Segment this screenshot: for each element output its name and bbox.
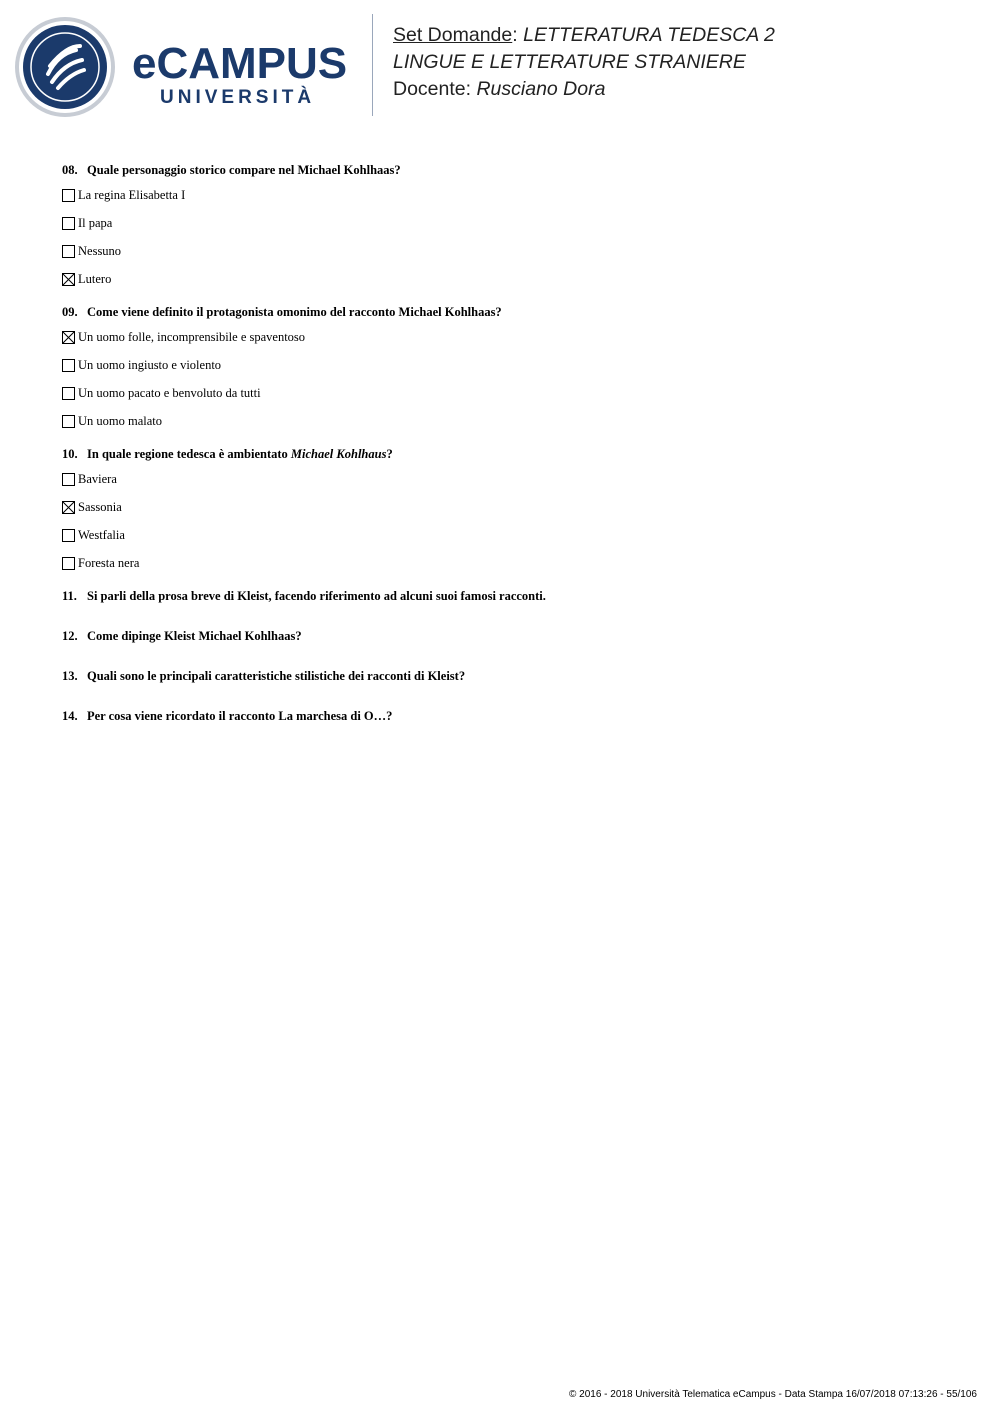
question-number: 13. [62,669,78,683]
cross-mark-icon [63,274,74,285]
answer-label: La regina Elisabetta I [78,188,186,202]
answer-option[interactable] [62,386,962,401]
answer-options [62,188,962,287]
answer-label: Nessuno [78,244,122,258]
answer-label: Westfalia [78,528,125,542]
course-title-line [393,22,775,49]
question-label: Come dipinge Kleist Michael Kohlhaas? [87,629,302,643]
set-separator: : [512,24,524,46]
question-number: 08. [62,163,78,177]
answer-label: Un uomo folle, incomprensibile e spaventoso [78,330,306,344]
question-italic-title: Michael Kohlhaus [290,447,387,461]
degree-line [393,49,775,76]
answer-option[interactable] [62,272,962,287]
answer-options [62,472,962,571]
ecampus-logo-badge-icon [14,16,116,118]
question-text [62,707,962,725]
question-number: 14. [62,709,78,723]
question-label: Quali sono le principali caratteristiche stilistiche dei racconti di Kleist? [87,669,466,683]
ecampus-logo-wordmark [132,39,348,88]
course-name: LETTERATURA TEDESCA 2 [523,24,775,46]
answer-option[interactable] [62,414,962,429]
degree-name: LINGUE E LETTERATURE STRANIERE [393,51,746,73]
answer-option[interactable] [62,244,962,259]
answer-option[interactable] [62,358,962,373]
teacher-line [393,76,775,103]
answer-label: Il papa [78,216,113,230]
question-11 [62,587,962,605]
answer-option[interactable] [62,500,962,515]
question-10 [62,445,962,571]
question-number: 12. [62,629,78,643]
checkbox-unchecked[interactable] [62,245,75,258]
question-text [62,667,962,685]
question-09 [62,303,962,429]
page-header [0,0,1000,125]
question-text [62,445,962,463]
set-label: Set Domande [393,24,513,46]
question-text [62,303,962,321]
page-footer: © 2016 - 2018 Università Telematica eCampus - Data Stampa 16/07/2018 07:13:26 - 55/106 [569,1389,977,1400]
question-label: In quale regione tedesca è ambientato [87,447,291,461]
answer-label: Foresta nera [78,556,140,570]
answer-label: Baviera [78,472,117,486]
question-12 [62,627,962,645]
question-08 [62,161,962,287]
question-label: Per cosa viene ricordato il racconto La marchesa di O…? [87,709,393,723]
question-label: Quale personaggio storico compare nel Michael Kohlhaas? [87,163,401,177]
answer-label: Sassonia [78,500,122,514]
checkbox-unchecked[interactable] [62,189,75,202]
checkbox-unchecked[interactable] [62,473,75,486]
checkbox-checked[interactable] [62,501,75,514]
answer-option[interactable] [62,556,962,571]
checkbox-unchecked[interactable] [62,415,75,428]
question-end: ? [386,447,393,461]
answer-option[interactable] [62,472,962,487]
question-label: Come viene definito il protagonista omonimo del racconto Michael Kohlhaas? [87,305,502,319]
question-label: Si parli della prosa breve di Kleist, facendo riferimento ad alcuni suoi famosi racconti. [87,589,546,603]
header-divider [372,14,373,116]
checkbox-unchecked[interactable] [62,387,75,400]
question-text [62,627,962,645]
question-text [62,587,962,605]
answer-label: Un uomo malato [78,414,163,428]
questions-list [62,161,962,747]
answer-options [62,330,962,429]
teacher-name: Rusciano Dora [476,78,606,100]
answer-label: Un uomo ingiusto e violento [78,358,222,372]
course-info [393,22,775,103]
answer-option[interactable] [62,528,962,543]
question-text [62,161,962,179]
cross-mark-icon [63,332,74,343]
checkbox-unchecked[interactable] [62,217,75,230]
cross-mark-icon [63,502,74,513]
question-13 [62,667,962,685]
checkbox-unchecked[interactable] [62,557,75,570]
answer-option[interactable] [62,216,962,231]
checkbox-checked[interactable] [62,273,75,286]
question-14 [62,707,962,725]
checkbox-unchecked[interactable] [62,359,75,372]
logo-word-text: eCAMPUS [132,39,348,88]
teacher-label: Docente: [393,78,477,100]
logo-universita-text: UNIVERSITÀ [160,87,316,108]
checkbox-unchecked[interactable] [62,529,75,542]
question-number: 10. [62,447,78,461]
answer-label: Un uomo pacato e benvoluto da tutti [78,386,261,400]
checkbox-checked[interactable] [62,331,75,344]
answer-option[interactable] [62,330,962,345]
answer-label: Lutero [78,272,112,286]
question-number: 11. [62,589,77,603]
answer-option[interactable] [62,188,962,203]
question-number: 09. [62,305,78,319]
